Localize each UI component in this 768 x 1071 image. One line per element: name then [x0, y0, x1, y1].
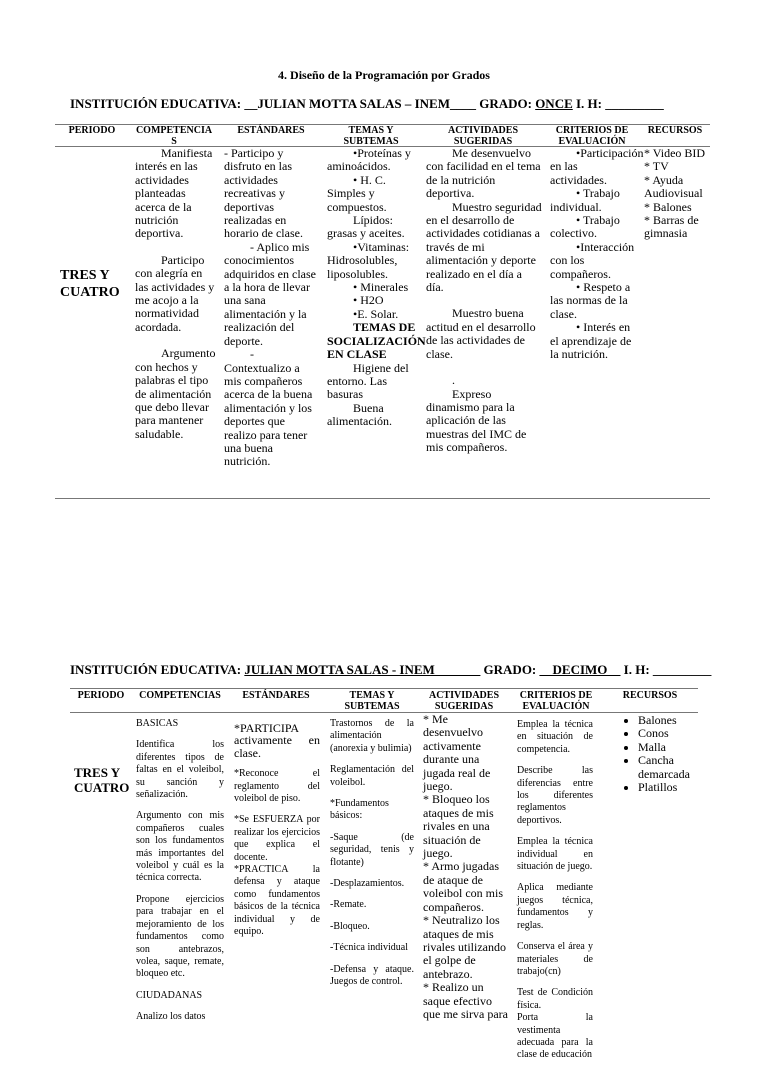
institution-line-grade-once	[70, 96, 664, 112]
estandar-item: - Aplico mis conocimientos adquiridos en clase a la hora de llevar una sana alimentación y la realización del deporte.	[224, 239, 316, 348]
t2-periodo-cell: TRES Y CUATRO	[74, 765, 130, 795]
t1-actividades-cell	[426, 147, 542, 455]
recurso-item: * Ayuda Audiovisual	[644, 172, 703, 201]
actividad-item: Me desenvuelvo con facilidad en el tema de la nutrición deportiva.	[426, 146, 541, 201]
competencia-item: Propone ejercicios para trabajar en el mejoramiento de los fundamentos como son antebrazos, volea, saque, remate, bloqueo etc.	[136, 893, 224, 980]
tema-item: -Remate.	[330, 899, 367, 911]
actividad-item: * Bloqueo los ataques de mis rivales en una situación de juego.	[423, 792, 494, 861]
institution-value: JULIAN MOTTA SALAS - INEM_______	[244, 662, 481, 677]
hours-label: I. H: _________	[623, 662, 712, 677]
criterio-item: Describe las diferencias entre los diferentes reglamentos deportivos.	[517, 765, 593, 826]
t2-estandares-cell	[234, 722, 320, 948]
tema-item: *Fundamentos básicos:	[330, 798, 389, 822]
t2-header-estandares: ESTÁNDARES	[242, 690, 310, 701]
institution-label: INSTITUCIÓN EDUCATIVA:	[70, 662, 242, 677]
table1-bottom-rule	[55, 498, 710, 499]
tema-heading: TEMAS DE SOCIALIZACIÓN EN CLASE	[327, 320, 426, 362]
actividad-item: * Realizo un saque efectivo que me sirva para	[423, 980, 508, 1021]
tema-item: -Saque (de seguridad, tenis y flotante)	[330, 831, 414, 868]
competencia-heading: CIUDADANAS	[136, 989, 203, 1001]
recurso-item: • Balones	[638, 714, 698, 727]
recurso-item: * Video BID	[644, 146, 706, 160]
actividad-item: * Neutralizo los ataques de mis rivales utilizando el golpe de antebrazo.	[423, 913, 506, 981]
actividad-item: Expreso dinamismo para la aplicación de las muestras del IMC de mis compañeros.	[426, 386, 527, 455]
competencia-item: Participo con alegría en las actividades y me acojo a la normatividad acordada.	[135, 252, 215, 334]
t1-recursos-cell	[644, 147, 708, 241]
t2-criterios-cell	[517, 719, 593, 1071]
table2-header-rule	[70, 712, 698, 713]
estandar-item: *PARTICIPA activamente en clase.	[234, 721, 320, 760]
competencia-item: Identifica los diferentes tipos de faltas en el voleibol, su sanción y señalización.	[136, 739, 224, 801]
institution-line-grade-decimo	[70, 662, 711, 678]
criterio-item: • Interés en el aprendizaje de la nutrición.	[550, 320, 632, 362]
t2-header-actividades: ACTIVIDADES SUGERIDAS	[428, 690, 499, 712]
t2-header-competencias: COMPETENCIAS	[139, 690, 221, 701]
competencia-heading: BASICAS	[136, 718, 179, 729]
page-title: 4. Diseño de la Programación por Grados	[278, 68, 490, 82]
recurso-item: • Malla	[638, 741, 698, 754]
criterio-item: •Interacción con los compañeros.	[550, 239, 635, 281]
tema-item: -Bloqueo.	[330, 920, 370, 932]
t2-recursos-cell	[622, 714, 698, 794]
hours-label: I. H: _________	[576, 96, 664, 111]
grade-label: GRADO:	[483, 662, 537, 677]
table2-top-rule	[70, 688, 698, 689]
estandar-item: *Reconoce el reglamento del voleibol de piso.	[234, 768, 320, 805]
t2-temas-cell	[330, 718, 414, 998]
recurso-item: * Balones	[644, 199, 692, 214]
t1-header-criterios: CRITERIOS DE EVALUACIÓN	[555, 125, 629, 147]
tema-item: • H2O	[353, 293, 384, 308]
tema-item: Trastornos de la alimentación (anorexia y bulimia)	[330, 718, 414, 754]
estandar-item: - Contextualizo a mis compañeros acerca de la buena alimentación y los deportes que realizo para tener una buena nutrición.	[224, 347, 313, 469]
criterio-item: • Trabajo individual.	[550, 186, 620, 214]
t2-header-periodo: PERIODO	[77, 690, 125, 701]
grade-value: __DECIMO__	[539, 662, 621, 677]
tema-item: -Defensa y ataque. Juegos de control.	[330, 963, 414, 988]
institution-label: INSTITUCIÓN EDUCATIVA:	[70, 96, 242, 111]
recurso-item: * TV	[644, 159, 669, 174]
t1-header-temas: TEMAS Y SUBTEMAS	[343, 125, 399, 147]
grade-label: GRADO:	[479, 96, 532, 111]
actividad-item: * Armo jugadas de ataque de voleibol con mis compañeros.	[423, 859, 503, 914]
tema-item: Reglamentación del voleibol.	[330, 764, 414, 788]
tema-item: •Vitaminas: Hidrosolubles, liposolubles.	[327, 239, 410, 281]
actividad-item: Muestro buena actitud en el desarrollo de las actividades de clase.	[426, 306, 536, 361]
t1-criterios-cell	[550, 146, 644, 362]
t1-temas-cell	[327, 146, 426, 429]
recurso-item: * Barras de gimnasia	[644, 213, 699, 241]
tema-item: •E. Solar.	[353, 306, 399, 321]
actividad-item: * Me desenvuelvo activamente durante una jugada real de juego.	[423, 712, 491, 794]
tema-item: Lípidos: grasas y aceites.	[327, 213, 405, 241]
t1-header-competencias: COMPETENCIA S	[135, 125, 213, 147]
competencia-item: Manifiesta interés en las actividades planteadas acerca de la nutrición deportiva.	[135, 146, 213, 241]
recurso-item: • Platillos	[638, 781, 698, 794]
criterio-item: Conserva el área y materiales de trabajo(cn)	[517, 941, 593, 977]
tema-item: • H. C. Simples y compuestos.	[327, 172, 387, 214]
tema-item: Higiene del entorno. Las basuras	[327, 360, 409, 402]
criterio-item: Test de Condición física.	[517, 987, 593, 1011]
recursos-list	[622, 714, 698, 794]
competencia-item: Analizo los datos	[136, 1011, 206, 1023]
t2-actividades-cell	[423, 713, 509, 1021]
actividad-item: .	[452, 373, 455, 388]
competencia-item: Argumento con mis compañeros cuales son los fundamentos más importantes del voleibol y cuál es la técnica correcta.	[136, 810, 224, 884]
estandar-item: *Se ESFUERZA por realizar los ejercicios que explica el docente.	[234, 814, 320, 863]
criterio-item: Porta la vestimenta adecuada para la clase de educación	[517, 1012, 593, 1061]
tema-item: Buena alimentación.	[327, 400, 392, 429]
grade-value: ONCE	[535, 96, 573, 111]
tema-item: • Minerales	[353, 280, 409, 295]
criterio-item: Aplica mediante juegos técnica, fundamentos y reglas.	[517, 882, 593, 931]
t1-header-recursos: RECURSOS	[647, 125, 703, 136]
t1-periodo-cell: TRES Y CUATRO	[60, 268, 120, 300]
t1-header-estandares: ESTÁNDARES	[237, 125, 305, 136]
institution-value: __JULIAN MOTTA SALAS – INEM____	[244, 96, 476, 111]
criterio-item: • Trabajo colectivo.	[550, 213, 620, 241]
estandar-item: - Participo y disfruto en las actividades recreativas y deportivas realizadas en horario de clase.	[224, 146, 303, 241]
t2-header-recursos: RECURSOS	[622, 690, 678, 701]
competencia-item: Argumento con hechos y palabras el tipo de alimentación que debo llevar para mantener saludable.	[135, 346, 216, 441]
criterio-item: Emplea la técnica individual en situación de juego.	[517, 836, 593, 873]
tema-item: •Proteínas y aminoácidos.	[327, 146, 411, 174]
actividad-item: Muestro seguridad en el desarrollo de actividades cotidianas a través de mi alimentación y deporte realizado en el día a día.	[426, 199, 542, 295]
t2-header-temas: TEMAS Y SUBTEMAS	[344, 690, 400, 712]
t1-competencias-cell	[135, 147, 217, 441]
criterio-item: •Participación en las actividades.	[550, 146, 644, 187]
tema-item: -Desplazamientos.	[330, 878, 405, 890]
t1-estandares-cell	[224, 147, 316, 469]
t2-header-criterios: CRITERIOS DE EVALUACIÓN	[519, 690, 593, 712]
recurso-item: • Cancha demarcada	[638, 754, 698, 781]
criterio-item: • Respeto a las normas de la clase.	[550, 280, 631, 321]
t1-header-actividades: ACTIVIDADES SUGERIDAS	[447, 125, 518, 147]
recurso-item: • Conos	[638, 727, 698, 740]
estandar-item: *PRACTICA la defensa y ataque como fundamentos básicos de la técnica individual y de equipo.	[234, 864, 320, 938]
t1-header-periodo: PERIODO	[68, 125, 116, 136]
tema-item: -Técnica individual	[330, 942, 409, 954]
t2-competencias-cell	[136, 718, 224, 1033]
criterio-item: Emplea la técnica en situación de competencia.	[517, 719, 593, 755]
